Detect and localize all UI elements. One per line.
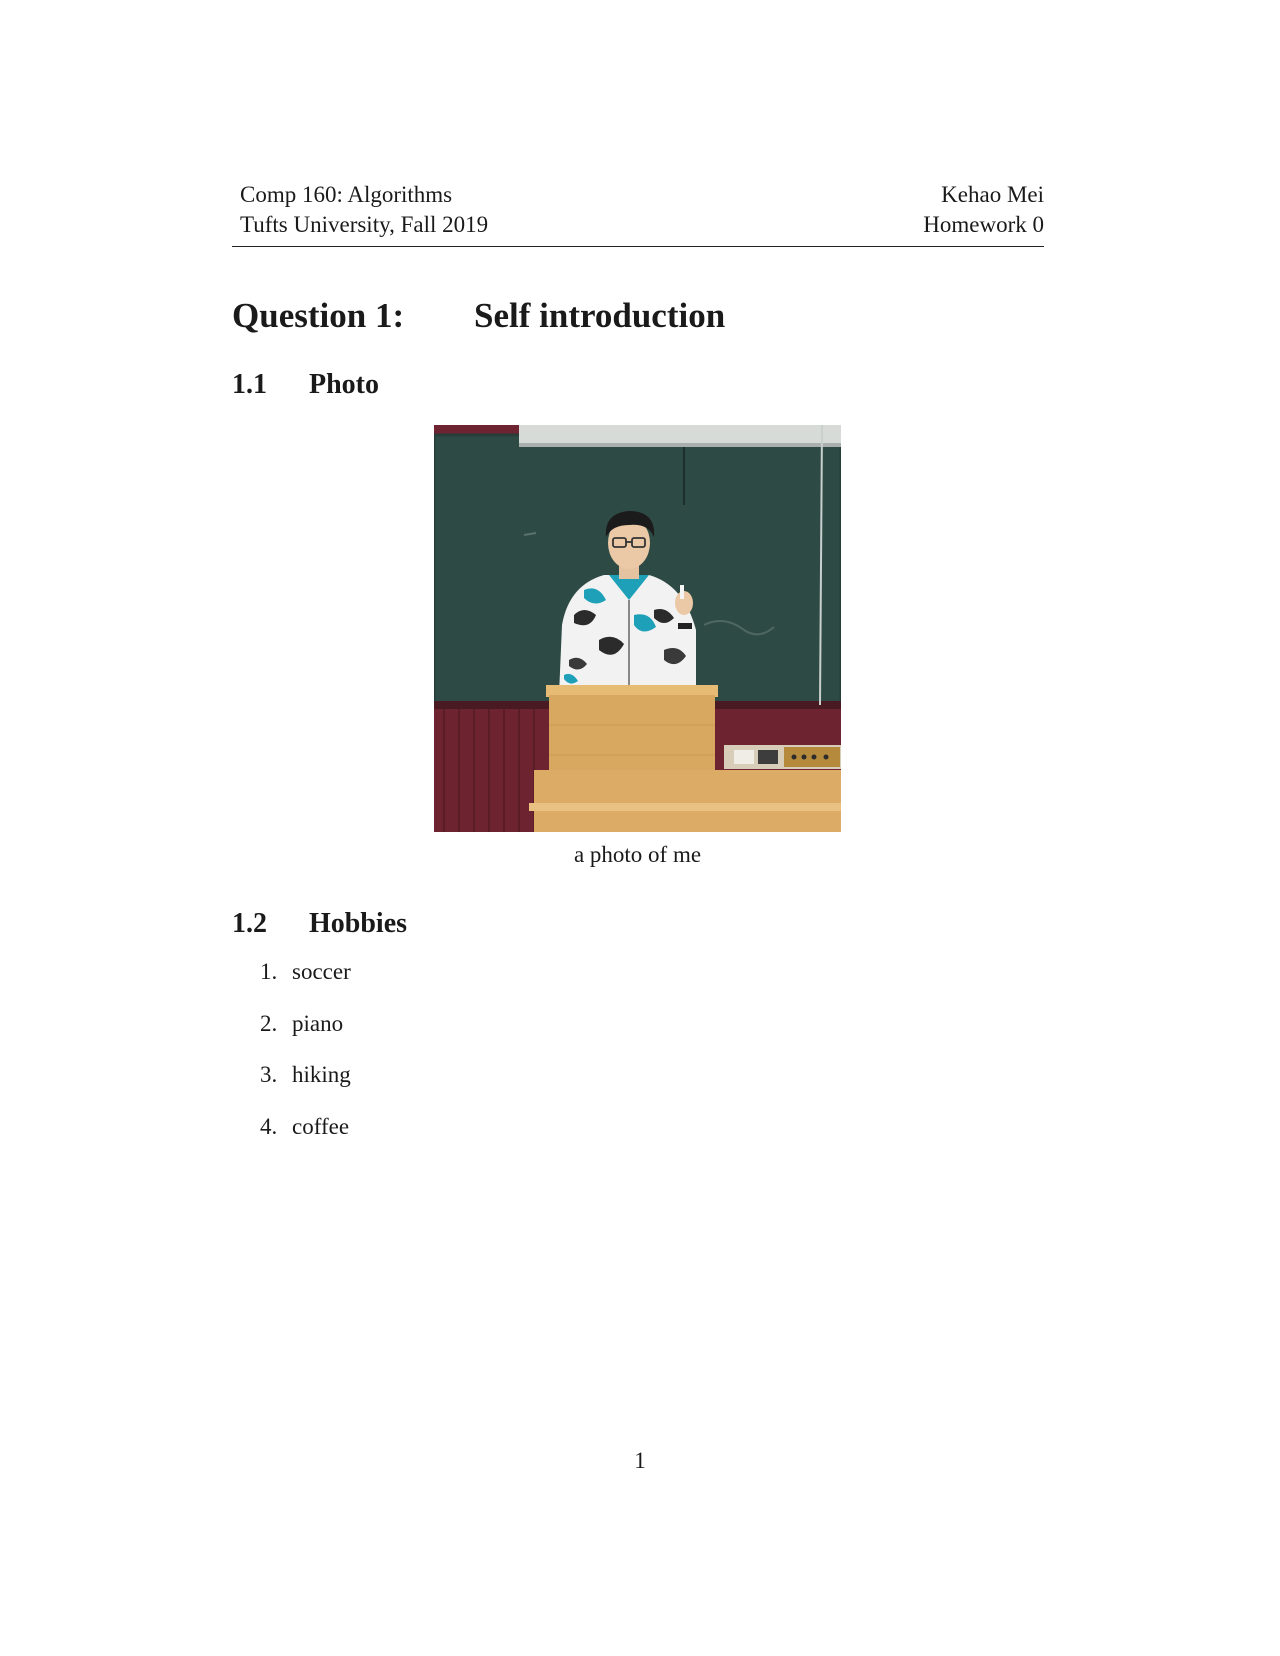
course-name: Comp 160: Algorithms	[240, 182, 453, 207]
question-title: Self introduction	[474, 296, 726, 335]
header-left	[240, 180, 488, 240]
question-heading	[232, 294, 725, 338]
page-number: 1	[634, 1448, 646, 1473]
section-number-photo: 1.1	[232, 369, 267, 400]
self-photo	[434, 425, 841, 832]
hobby-text: piano	[292, 1010, 344, 1036]
hobby-text: coffee	[292, 1113, 350, 1139]
hobby-text: soccer	[292, 959, 351, 984]
header-right	[923, 180, 1044, 240]
section-title-photo: Photo	[309, 369, 379, 400]
list-marker: 3.	[260, 1062, 278, 1087]
list-marker: 2.	[260, 1010, 278, 1036]
list-item	[260, 1112, 351, 1164]
author-name: Kehao Mei	[941, 182, 1044, 207]
assignment-name: Homework 0	[923, 212, 1044, 237]
section-number-hobbies: 1.2	[232, 908, 267, 939]
page-header	[232, 180, 1044, 247]
section-title-hobbies: Hobbies	[309, 908, 408, 939]
list-marker: 4.	[260, 1113, 278, 1139]
section-heading-hobbies	[232, 906, 407, 942]
list-item	[260, 1009, 351, 1061]
list-marker: 1.	[260, 959, 278, 984]
figure-caption: a photo of me	[573, 842, 702, 867]
list-item	[260, 957, 351, 1009]
section-heading-photo	[232, 367, 379, 403]
question-number: Question 1:	[232, 296, 405, 335]
institution-term: Tufts University, Fall 2019	[240, 212, 489, 237]
list-item	[260, 1060, 351, 1112]
hobby-text: hiking	[292, 1062, 351, 1087]
hobby-list	[260, 957, 351, 1163]
